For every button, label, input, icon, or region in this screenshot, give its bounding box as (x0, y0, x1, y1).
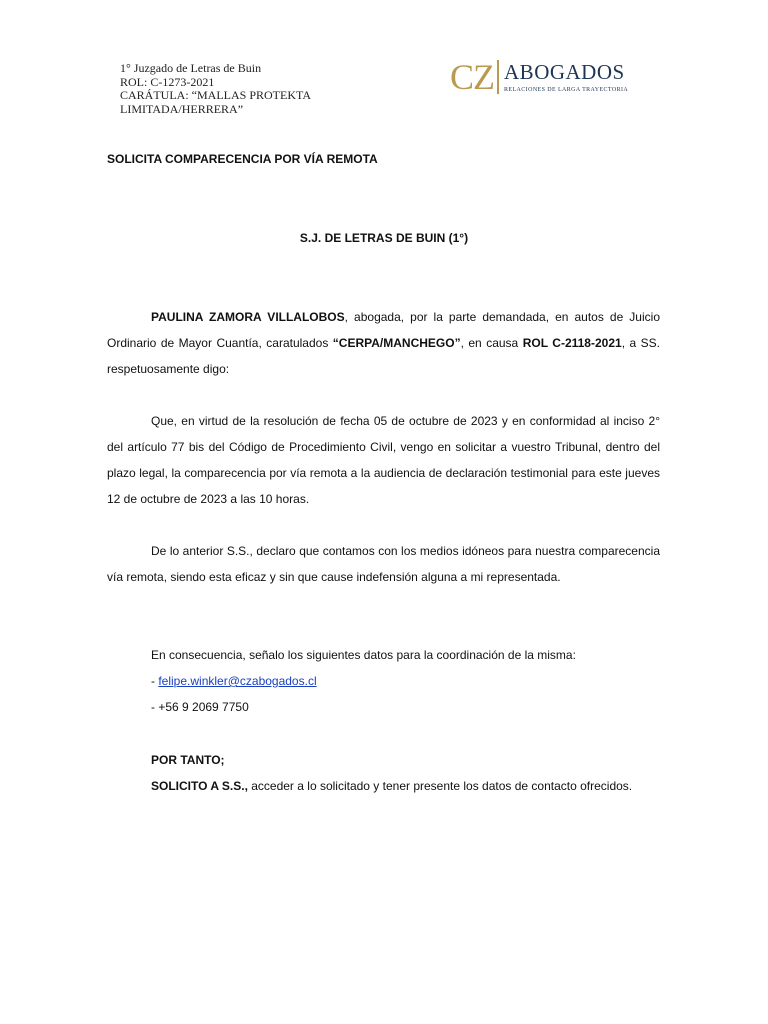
paragraph-request: Que, en virtud de la resolución de fecha 05 de octubre de 2023 y en conformidad al inciso 2° del artículo 77 bis del Código de Procedimiento Civil, vengo en solicitar a vuestro Tribunal, dentro del plazo legal, la comparecencia por vía remota a la audiencia de declaración testimonial para este jueves 12 de octubre de 2023 a las 10 horas. (107, 414, 660, 506)
firm-logo (450, 57, 640, 97)
solicito-line (151, 777, 671, 795)
case-header (120, 62, 340, 116)
case-caratulados: “CERPA/MANCHEGO” (332, 336, 461, 350)
contact-email-line (151, 672, 671, 690)
logo-divider (497, 60, 499, 94)
case-rol-bold: ROL C-2118-2021 (522, 336, 622, 350)
intro-text-b: , en causa (460, 336, 523, 350)
solicito-bold: SOLICITO A S.S., (151, 779, 248, 793)
intro-text-a: , abogada, por la parte demandada, en autos de Juicio Ordinario de Mayor Cuantía, caratulados (107, 310, 660, 350)
intro-text-c: , a SS. respetuosamente digo: (107, 336, 660, 376)
court-address: S.J. DE LETRAS DE BUIN (1°) (299, 231, 469, 245)
logo-tagline: RELACIONES DE LARGA TRAYECTORIA (504, 86, 629, 93)
contact-intro: En consecuencia, señalo los siguientes datos para la coordinación de la misma: (151, 648, 576, 662)
logo-initials: CZ (450, 57, 495, 97)
document-title: SOLICITA COMPARECENCIA POR VÍA REMOTA (107, 152, 378, 166)
logo-firm-name: ABOGADOS (504, 59, 625, 84)
paragraph-intro (107, 304, 660, 382)
caratula-line-1: CARÁTULA: “MALLAS PROTEKTA (120, 88, 312, 102)
paragraph-declaration: De lo anterior S.S., declaro que contamos con los medios idóneos para nuestra comparecencia vía remota, siendo esta eficaz y sin que cause indefensión alguna a mi representada. (107, 544, 660, 584)
lawyer-name: PAULINA ZAMORA VILLALOBOS (151, 310, 345, 324)
court-name: 1° Juzgado de Letras de Buin (120, 61, 262, 75)
contact-phone: - +56 9 2069 7750 (151, 700, 249, 714)
case-rol: ROL: C-1273-2021 (120, 74, 215, 89)
logo-text (504, 61, 628, 94)
email-prefix: - (151, 674, 159, 688)
caratula-line-2: LIMITADA/HERRERA” (120, 101, 244, 116)
email-link[interactable]: felipe.winkler@czabogados.cl (158, 674, 317, 688)
solicito-rest: acceder a lo solicitado y tener presente los datos de contacto ofrecidos. (247, 779, 633, 793)
por-tanto: POR TANTO; (151, 753, 225, 767)
